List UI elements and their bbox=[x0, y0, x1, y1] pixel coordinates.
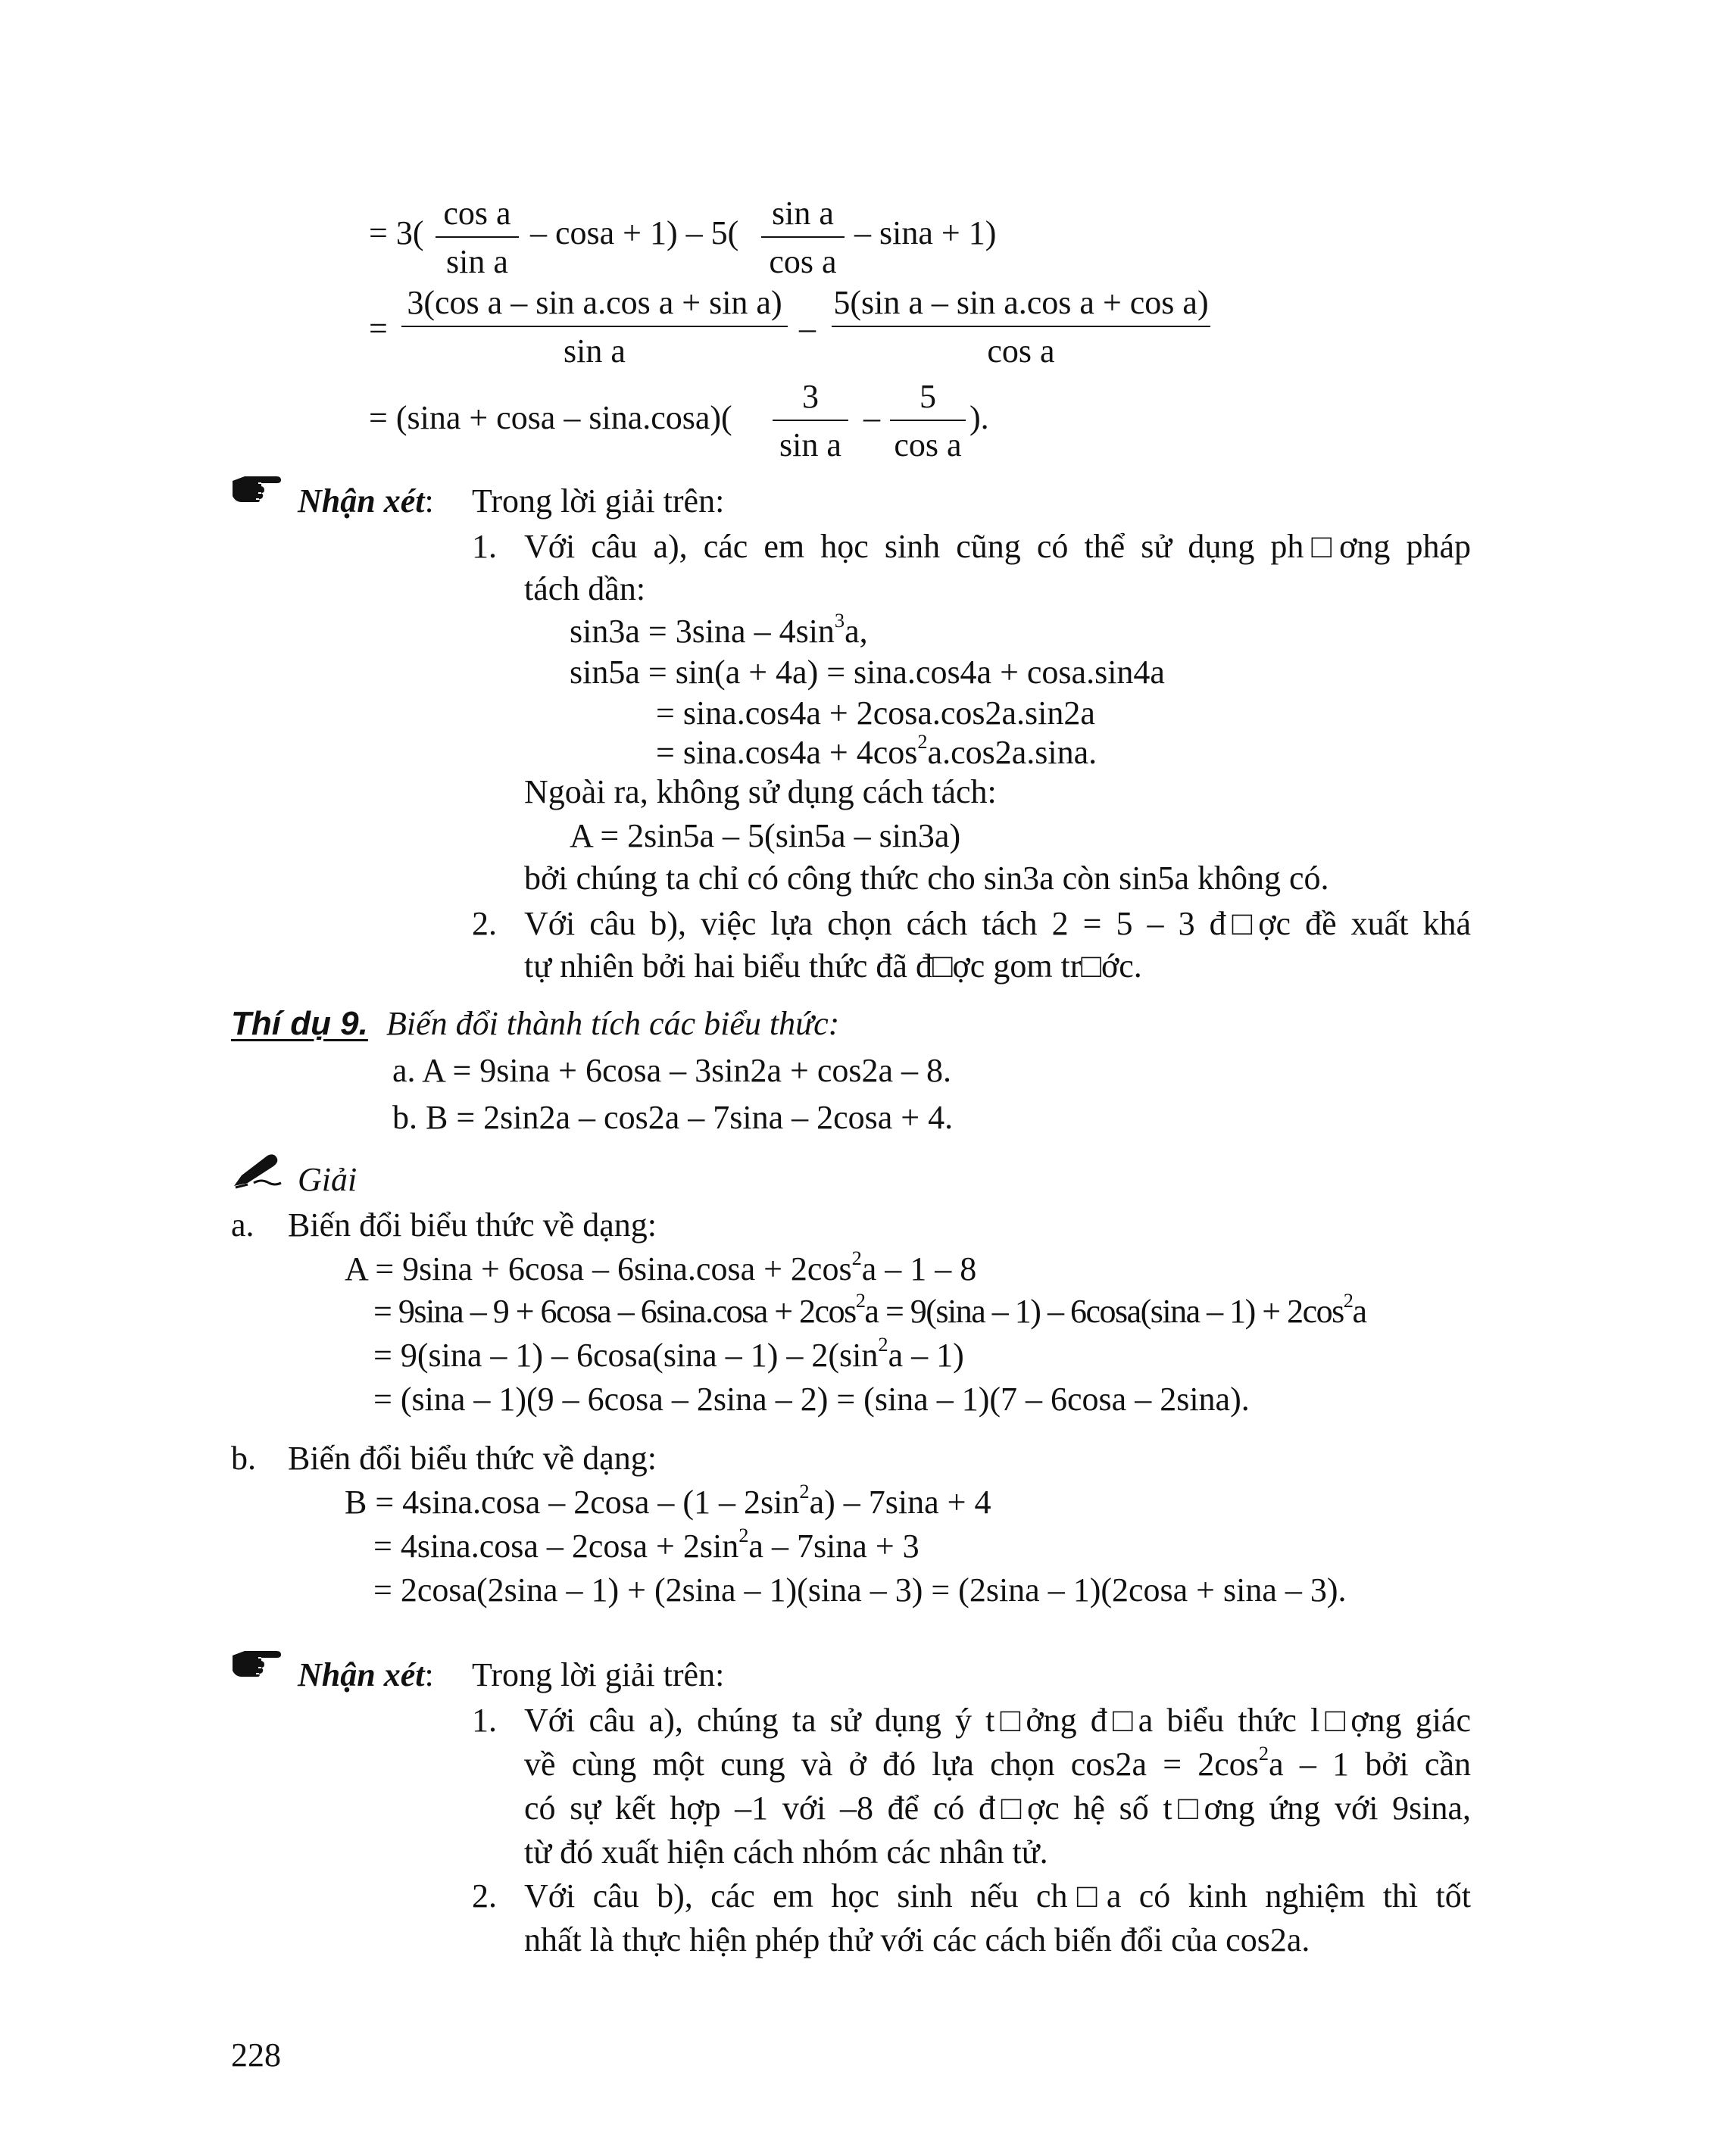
remark1-eq2: sin5a = sin(a + 4a) = sina.cos4a + cosa.sin4a bbox=[570, 654, 1165, 691]
eq3-end: ). bbox=[969, 399, 989, 436]
superscript: 2 bbox=[917, 730, 928, 754]
eq-text: a – 1) bbox=[888, 1337, 964, 1374]
eq-text: a – 7sina + 3 bbox=[748, 1528, 920, 1565]
superscript: 2 bbox=[1258, 1742, 1269, 1765]
example-item-b: b. B = 2sin2a – cos2a – 7sina – 2cosa + 4. bbox=[392, 1099, 954, 1136]
eq-text: A = 9sina + 6cosa – 6sina.cosa + 2cos bbox=[345, 1250, 852, 1287]
fraction-denominator: sin a bbox=[564, 332, 626, 370]
remark1-eq4 bbox=[656, 730, 1097, 771]
remark1-colon: : bbox=[424, 482, 434, 520]
eq1-end: – sina + 1) bbox=[854, 214, 997, 251]
remark1-item1-line1: Với câu a), các em học sinh cũng có thể sử dụng ph□ơng pháp bbox=[524, 528, 1471, 565]
eq-text: a.cos2a.sina. bbox=[927, 734, 1097, 771]
eq-text: a) – 7sina + 4 bbox=[809, 1484, 991, 1521]
solution-a-line3 bbox=[373, 1333, 964, 1374]
eq-text: = 9(sina – 1) – 6cosa(sina – 1) – 2(sin bbox=[373, 1337, 879, 1374]
fraction-3-over-sin bbox=[773, 380, 848, 462]
eq2-prefix: = bbox=[369, 310, 388, 347]
eq-text: a – 1 – 8 bbox=[861, 1250, 977, 1287]
pointing-hand-icon bbox=[231, 473, 283, 504]
remark1-item2-number: 2. bbox=[472, 905, 497, 942]
remark2-item2-number: 2. bbox=[472, 1877, 497, 1915]
remark1-boi-chung: bởi chúng ta chỉ có công thức cho sin3a còn sin5a không có. bbox=[524, 860, 1329, 897]
solution-a-intro: Biến đổi biểu thức về dạng: bbox=[288, 1206, 657, 1244]
solution-b-label: b. bbox=[231, 1440, 256, 1477]
remark1-intro: Trong lời giải trên: bbox=[472, 482, 725, 520]
eq2-minus: – bbox=[799, 310, 816, 347]
fraction-denominator: sin a bbox=[779, 426, 841, 463]
remark1-formula-A: A = 2sin5a – 5(sin5a – sin3a) bbox=[570, 817, 961, 854]
eq-text: sin3a = 3sina – 4sin bbox=[570, 613, 835, 650]
remark1-item2-line2: tự nhiên bởi hai biểu thức đã đ□ợc gom tr□ớc. bbox=[524, 947, 1142, 985]
remark2-item2-line2: nhất là thực hiện phép thử với các cách biến đổi của cos2a. bbox=[524, 1921, 1310, 1958]
fraction-denominator: cos a bbox=[894, 426, 962, 463]
remark2-item1-line2 bbox=[524, 1742, 1471, 1783]
fraction-numerator: 5 bbox=[920, 378, 936, 415]
eq-text: B = 4sina.cosa – 2cosa – (1 – 2sin bbox=[345, 1484, 800, 1521]
example-prompt: Biến đổi thành tích các biểu thức: bbox=[386, 1005, 840, 1042]
remark2-colon: : bbox=[424, 1656, 434, 1693]
remark1-item1-line2: tách dần: bbox=[524, 570, 646, 607]
page-number: 228 bbox=[231, 2036, 281, 2074]
eq-text: a – 1 bởi cần bbox=[1269, 1746, 1471, 1783]
remark1-ngoai-ra: Ngoài ra, không sử dụng cách tách: bbox=[524, 773, 997, 810]
eq-text: a = 9(sina – 1) – 6cosa(sina – 1) + 2cos bbox=[864, 1293, 1344, 1330]
superscript: 2 bbox=[851, 1247, 862, 1270]
eq-text: = 9sina – 9 + 6cosa – 6sina.cosa + 2cos bbox=[373, 1293, 856, 1330]
superscript: 2 bbox=[799, 1480, 810, 1503]
remark2-label bbox=[298, 1656, 434, 1693]
superscript: 2 bbox=[1343, 1289, 1353, 1312]
remark2-label-text: Nhận xét bbox=[298, 1656, 425, 1693]
fraction-numerator: cos a bbox=[443, 195, 511, 232]
fraction-numerator: sin a bbox=[772, 195, 834, 232]
solution-a-line1 bbox=[345, 1247, 977, 1287]
eq3-minus: – bbox=[863, 399, 880, 436]
fraction-denominator: cos a bbox=[769, 243, 837, 280]
fraction-sin-over-cos bbox=[761, 197, 845, 279]
remark1-item2-line1: Với câu b), việc lựa chọn cách tách 2 = 5 – 3 đ□ợc đề xuất khá bbox=[524, 905, 1471, 942]
solution-a-line2 bbox=[373, 1289, 1366, 1330]
remark1-label bbox=[298, 482, 434, 520]
solution-a-line4: = (sina – 1)(9 – 6cosa – 2sina – 2) = (sina – 1)(7 – 6cosa – 2sina). bbox=[373, 1381, 1250, 1418]
eq1-prefix: = 3( bbox=[369, 214, 424, 251]
remark1-item1-number: 1. bbox=[472, 528, 497, 565]
eq-text: a bbox=[1352, 1293, 1366, 1330]
remark2-item1-line1: Với câu a), chúng ta sử dụng ý t□ởng đ□a biểu thức l□ợng giác bbox=[524, 1702, 1471, 1739]
superscript: 2 bbox=[738, 1524, 749, 1547]
remark1-eq3: = sina.cos4a + 2cosa.cos2a.sin2a bbox=[656, 694, 1095, 732]
fraction-denominator: cos a bbox=[987, 332, 1055, 370]
fraction-big-1 bbox=[401, 286, 788, 368]
fraction-cos-over-sin bbox=[436, 197, 519, 279]
remark2-intro: Trong lời giải trên: bbox=[472, 1656, 725, 1693]
fraction-5-over-cos bbox=[890, 380, 966, 462]
remark2-item1-number: 1. bbox=[472, 1702, 497, 1739]
eq-text: = sina.cos4a + 4cos bbox=[656, 734, 918, 771]
eq-text: về cùng một cung và ở đó lựa chọn cos2a = 2cos bbox=[524, 1746, 1259, 1783]
solution-b-line3: = 2cosa(2sina – 1) + (2sina – 1)(sina – 3) = (2sina – 1)(2cosa + sina – 3). bbox=[373, 1571, 1347, 1609]
fraction-denominator: sin a bbox=[446, 243, 508, 280]
remark1-label-text: Nhận xét bbox=[298, 482, 425, 520]
superscript: 2 bbox=[855, 1289, 865, 1312]
superscript: 3 bbox=[834, 609, 845, 632]
solution-b-line1 bbox=[345, 1480, 991, 1521]
fraction-big-2 bbox=[832, 286, 1210, 368]
fraction-numerator: 5(sin a – sin a.cos a + cos a) bbox=[833, 284, 1209, 321]
remark2-item1-line4: từ đó xuất hiện cách nhóm các nhân tử. bbox=[524, 1833, 1048, 1871]
eq1-middle: – cosa + 1) – 5( bbox=[530, 214, 739, 251]
solution-a-label: a. bbox=[231, 1206, 254, 1244]
eq-text: = 4sina.cosa – 2cosa + 2sin bbox=[373, 1528, 739, 1565]
pointing-hand-icon bbox=[231, 1648, 283, 1678]
eq3-prefix: = (sina + cosa – sina.cosa)( bbox=[369, 399, 732, 436]
example-item-a: a. A = 9sina + 6cosa – 3sin2a + cos2a – 8. bbox=[392, 1052, 952, 1089]
fraction-numerator: 3 bbox=[802, 378, 819, 415]
solution-label: Giải bbox=[298, 1161, 358, 1198]
remark1-eq1 bbox=[570, 609, 868, 650]
remark2-item2-line1: Với câu b), các em học sinh nếu ch□a có kinh nghiệm thì tốt bbox=[524, 1877, 1471, 1915]
remark2-item1-line3: có sự kết hợp –1 với –8 để có đ□ợc hệ số t□ơng ứng với 9sina, bbox=[524, 1790, 1471, 1827]
example-title: Thí dụ 9. bbox=[231, 1005, 368, 1042]
writing-hand-icon bbox=[231, 1153, 283, 1189]
solution-b-line2 bbox=[373, 1524, 920, 1565]
solution-b-intro: Biến đổi biểu thức về dạng: bbox=[288, 1440, 657, 1477]
eq-text: a, bbox=[845, 613, 868, 650]
fraction-numerator: 3(cos a – sin a.cos a + sin a) bbox=[407, 284, 782, 321]
superscript: 2 bbox=[878, 1333, 888, 1356]
